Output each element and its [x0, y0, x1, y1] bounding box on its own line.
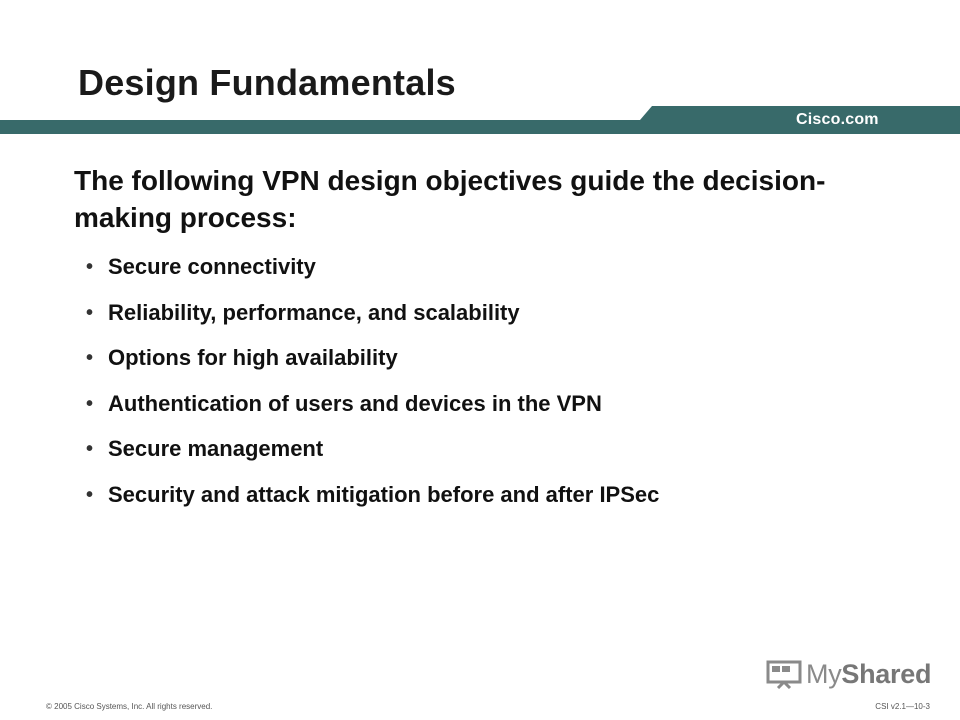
slide-title: Design Fundamentals — [78, 62, 456, 103]
bullet-icon: • — [86, 347, 94, 369]
list-item-text: Secure connectivity — [108, 254, 316, 279]
myshared-watermark — [766, 656, 931, 692]
bullet-icon: • — [86, 438, 94, 460]
bullet-icon: • — [86, 392, 94, 415]
list-item-text: Options for high availability — [108, 345, 398, 370]
list-item — [86, 296, 659, 342]
list-item-text: Authentication of users and devices in the VPN — [108, 390, 602, 416]
watermark-text-light: My — [806, 658, 842, 689]
intro-text: The following VPN design objectives guide the decision-making process: — [74, 165, 826, 233]
list-item — [86, 341, 659, 387]
watermark-text — [806, 659, 931, 690]
presentation-board-icon — [766, 659, 802, 689]
watermark-text-bold: Shared — [841, 658, 932, 689]
copyright-footer: © 2005 Cisco Systems, Inc. All rights reserved. — [46, 702, 213, 711]
list-item — [86, 478, 659, 524]
list-item-text: Secure management — [108, 436, 324, 461]
list-item-text: Security and attack mitigation before and after IPSec — [108, 481, 660, 507]
list-item — [86, 387, 659, 433]
slide-number-footer: CSI v2.1—10-3 — [875, 702, 930, 711]
bullet-icon: • — [86, 301, 94, 324]
list-item — [86, 432, 659, 478]
bullet-icon: • — [86, 483, 94, 506]
list-item-text: Reliability, performance, and scalability — [108, 299, 520, 325]
bullet-icon: • — [86, 256, 94, 278]
objectives-list — [86, 250, 659, 523]
list-item — [86, 250, 659, 296]
cisco-brand-label: Cisco.com — [796, 111, 879, 128]
